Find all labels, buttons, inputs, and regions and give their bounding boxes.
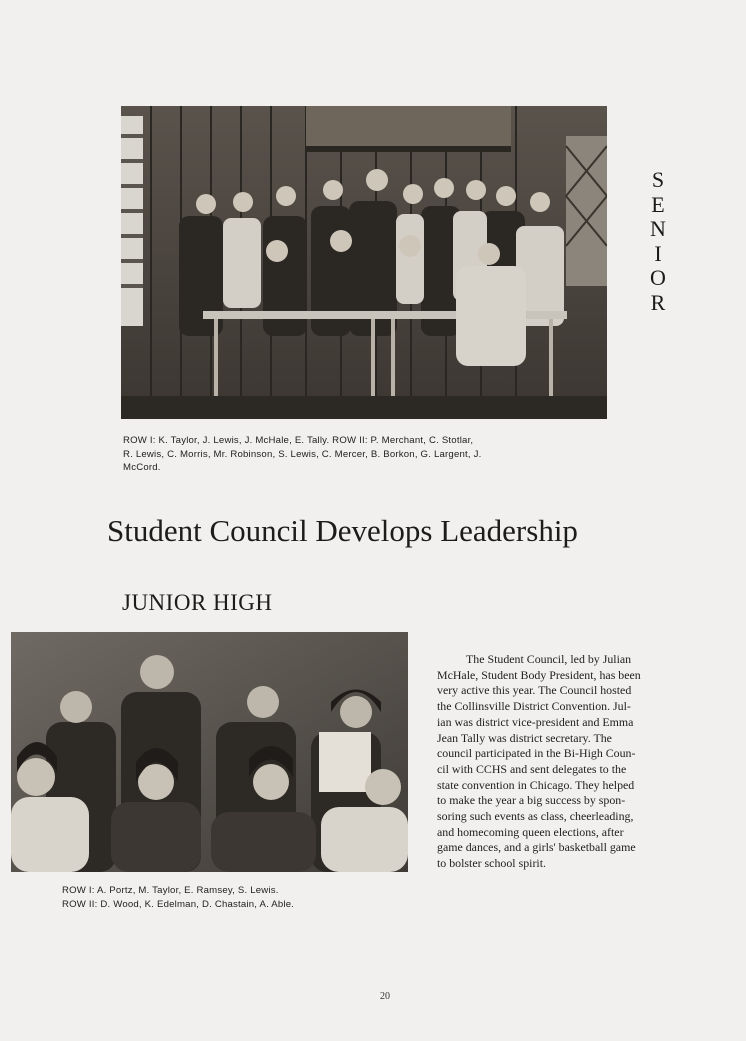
body-line: and homecoming queen elections, after (437, 824, 624, 839)
body-line: cil with CCHS and sent delegates to the (437, 761, 627, 776)
body-line: soring such events as class, cheerleading, (437, 809, 634, 824)
senior-council-photo (121, 106, 607, 419)
vertical-letter: S (651, 167, 665, 192)
senior-vertical-label (643, 168, 673, 315)
body-line: the Collinsville District Convention. Jul- (437, 699, 631, 714)
junior-photo-caption (62, 884, 392, 911)
body-line: to bolster school spirit. (437, 856, 546, 871)
caption-line: R. Lewis, C. Morris, Mr. Robinson, S. Lewis, C. Mercer, B. Borkon, G. Largent, J. (123, 448, 482, 460)
body-line: The Student Council, led by Julian (466, 652, 632, 666)
senior-photo-caption (123, 434, 615, 475)
section-subhead: JUNIOR HIGH (122, 590, 273, 615)
body-line: ian was district vice-president and Emma (437, 714, 634, 729)
vertical-letter: N (650, 216, 666, 241)
body-line: McHale, Student Body President, has been (437, 667, 641, 682)
article-body (437, 652, 717, 872)
vertical-letter: E (651, 191, 665, 217)
vertical-letter: R (650, 289, 666, 315)
vertical-letter: O (650, 265, 666, 290)
caption-line: McCord. (123, 462, 161, 474)
body-line: game dances, and a girls' basketball game (437, 840, 636, 855)
caption-line: ROW I: A. Portz, M. Taylor, E. Ramsey, S. Lewis. (62, 885, 279, 896)
caption-line: ROW II: D. Wood, K. Edelman, D. Chastain, A. Able. (62, 898, 295, 910)
page-headline: Student Council Develops Leadership (107, 513, 578, 548)
junior-photo-image (11, 632, 408, 872)
body-line: to make the year a big success by spon- (437, 793, 626, 808)
senior-photo-image (121, 106, 607, 419)
junior-high-council-photo (11, 632, 408, 872)
vertical-letter: I (654, 240, 662, 266)
body-line: Jean Tally was district secretary. The (437, 730, 612, 745)
body-line: state convention in Chicago. They helped (437, 777, 635, 792)
body-line: very active this year. The Council hosted (437, 683, 632, 698)
caption-line: ROW I: K. Taylor, J. Lewis, J. McHale, E. Tally. ROW II: P. Merchant, C. Stotlar, (123, 435, 474, 446)
page-number: 20 (380, 991, 390, 1002)
body-line: council participated in the Bi-High Coun- (437, 746, 636, 761)
